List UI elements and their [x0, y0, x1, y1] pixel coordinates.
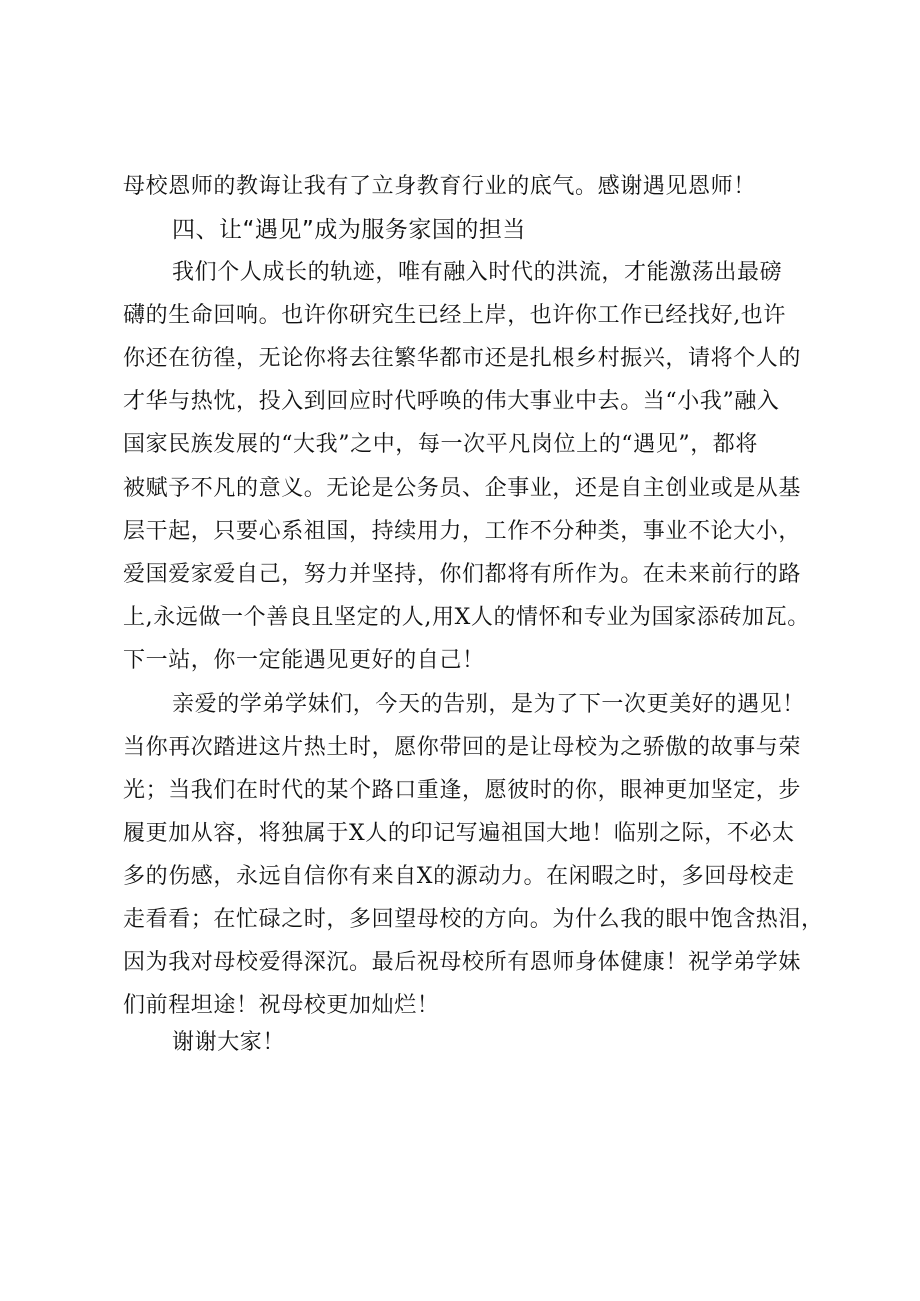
paragraph2-line: 多的伤感，永远自信你有来自X的源动力。在闲暇之时，多回母校走: [123, 864, 795, 889]
paragraph1-line: 才华与热忱，投入到回应时代呼唤的伟大事业中去。当“小我”融入: [123, 389, 780, 414]
paragraph2-line: 走看看；在忙碌之时，多回望母校的方向。为什么我的眼中饱含热泪，: [123, 907, 824, 932]
paragraph2-line: 履更加从容，将独属于X人的印记写遍祖国大地！临别之际，不必太: [123, 821, 795, 846]
paragraph1-line: 我们个人成长的轨迹，唯有融入时代的洪流，才能激荡出最磅: [172, 260, 783, 285]
paragraph1-line: 上,永远做一个善良且坚定的人,用X人的情怀和专业为国家添砖加瓦。: [123, 605, 810, 630]
paragraph1-line: 被赋予不凡的意义。无论是公务员、企事业，还是自主创业或是从基: [123, 476, 802, 501]
paragraph1-line: 下一站，你一定能遇见更好的自己！: [123, 648, 485, 673]
paragraph1-line: 层干起，只要心系祖国，持续用力，工作不分种类，事业不论大小，: [123, 519, 802, 544]
section-heading: 四、让“遇见”成为服务家国的担当: [172, 217, 526, 243]
paragraph1-line: 国家民族发展的“大我”之中，每一次平凡岗位上的“遇见”，都将: [123, 432, 758, 457]
intro-tail-line: 母校恩师的教诲让我有了立身教育行业的底气。感谢遇见恩师！: [123, 174, 756, 199]
paragraph2-line: 因为我对母校爱得深沉。最后祝母校所有恩师身体健康！祝学弟学妹: [123, 950, 802, 975]
paragraph2-line: 当你再次踏进这片热土时，愿你带回的是让母校为之骄傲的故事与荣: [123, 735, 802, 760]
paragraph2-line: 们前程坦途！祝母校更加灿烂！: [123, 993, 440, 1018]
paragraph1-line: 爱国爱家爱自己，努力并坚持，你们都将有所作为。在未来前行的路: [123, 562, 802, 587]
paragraph2-line: 光；当我们在时代的某个路口重逢，愿彼时的你，眼神更加坚定，步: [123, 778, 802, 803]
paragraph2-line: 亲爱的学弟学妹们，今天的告别，是为了下一次更美好的遇见！: [172, 692, 805, 717]
paragraph1-line: 礴的生命回响。也许你研究生已经上岸，也许你工作已经找好,也许: [123, 303, 786, 328]
closing-line: 谢谢大家！: [172, 1030, 286, 1055]
paragraph1-line: 你还在彷徨，无论你将去往繁华都市还是扎根乡村振兴，请将个人的: [123, 346, 802, 371]
